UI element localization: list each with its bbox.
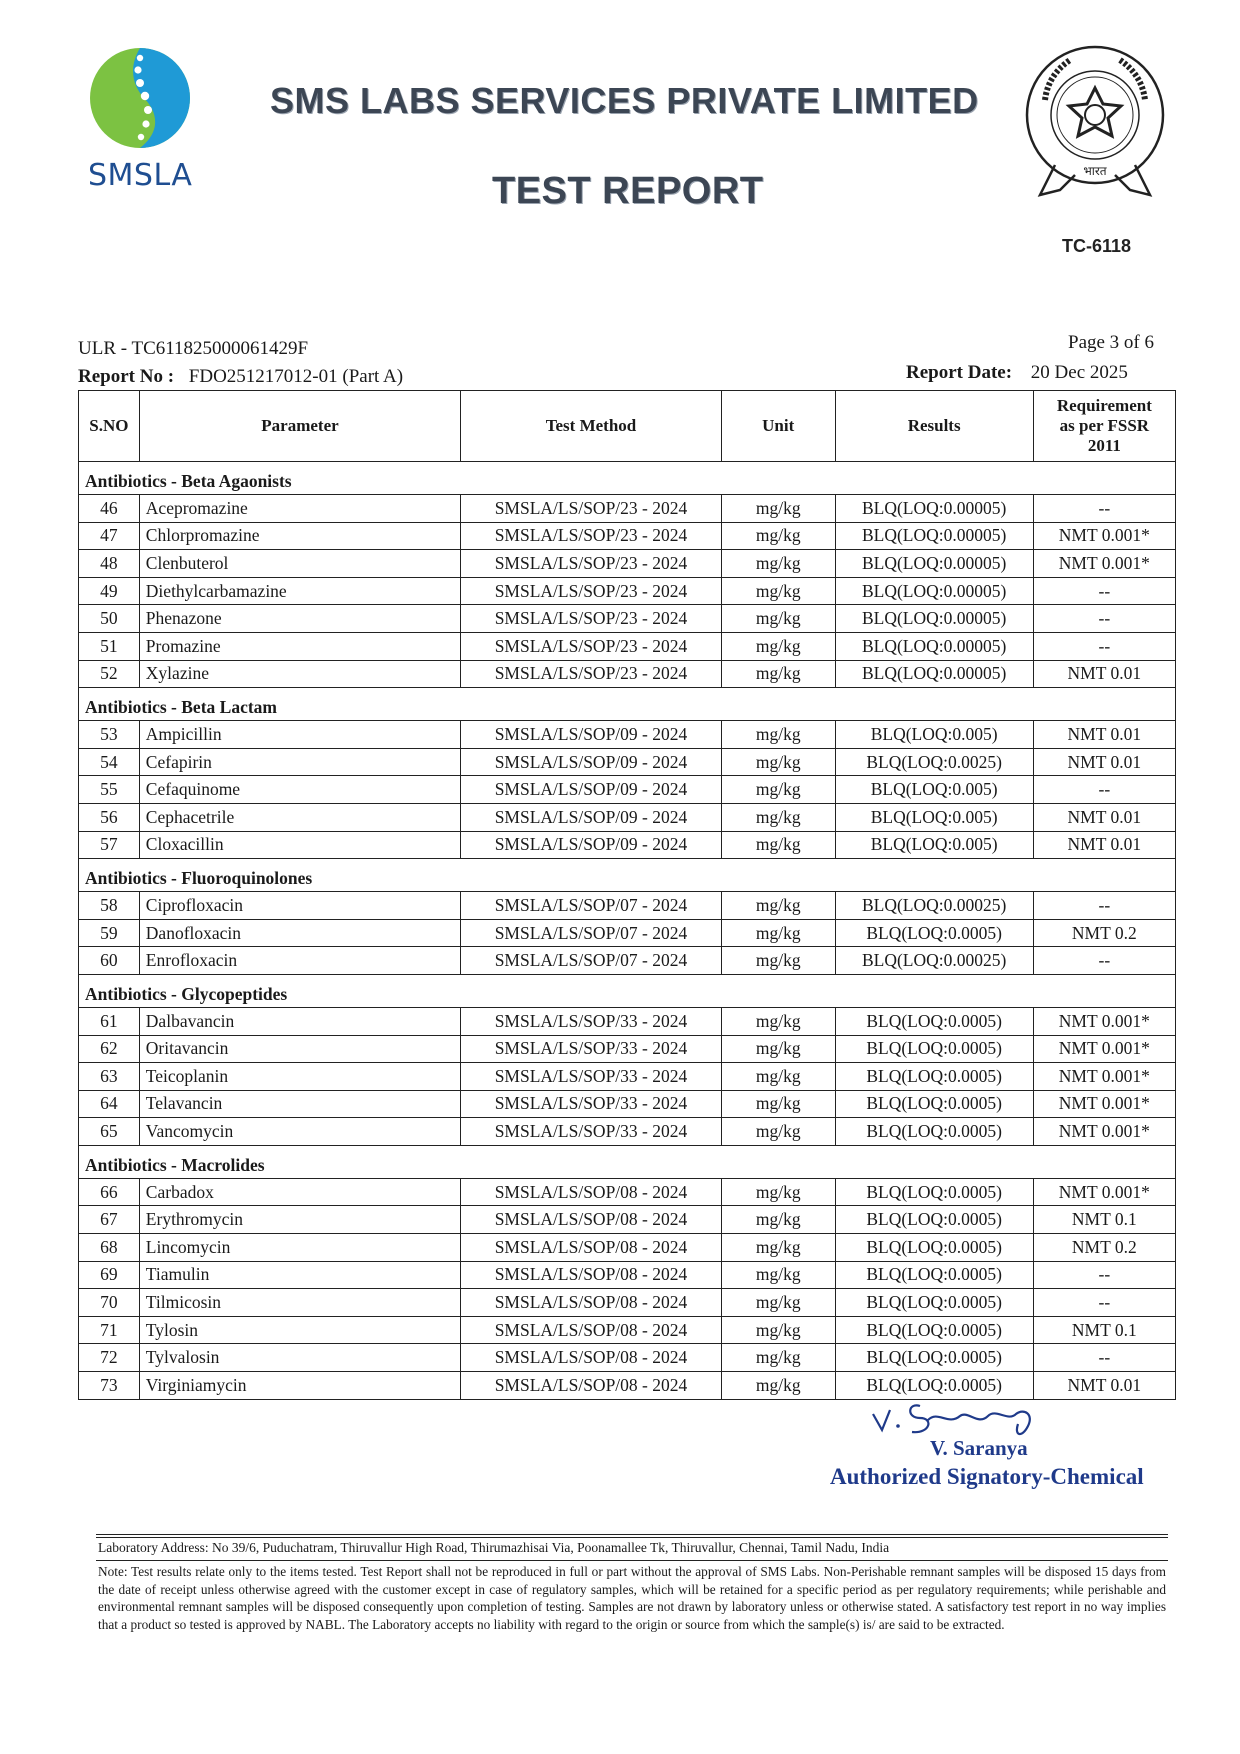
cell-requirement: NMT 0.001*	[1033, 1090, 1175, 1118]
cell-result: BLQ(LOQ:0.00025)	[835, 947, 1033, 975]
cell-sno: 55	[79, 776, 140, 804]
cell-parameter: Oritavancin	[139, 1035, 460, 1063]
cell-test-method: SMSLA/LS/SOP/23 - 2024	[461, 632, 722, 660]
company-name: SMS LABS SERVICES PRIVATE LIMITED	[270, 80, 979, 121]
cell-result: BLQ(LOQ:0.00005)	[835, 605, 1033, 633]
cell-unit: mg/kg	[721, 1007, 835, 1035]
nabl-accreditation-seal	[1020, 40, 1170, 220]
cell-test-method: SMSLA/LS/SOP/07 - 2024	[461, 892, 722, 920]
cell-sno: 58	[79, 892, 140, 920]
cell-requirement: NMT 0.1	[1033, 1206, 1175, 1234]
cell-unit: mg/kg	[721, 947, 835, 975]
cell-sno: 57	[79, 831, 140, 859]
cell-unit: mg/kg	[721, 892, 835, 920]
table-row	[79, 947, 1176, 975]
cell-parameter: Danofloxacin	[139, 919, 460, 947]
section-title: Antibiotics - Beta Agaonists	[79, 462, 1176, 495]
signatory-role: Authorized Signatory-Chemical	[830, 1464, 1144, 1489]
cell-test-method: SMSLA/LS/SOP/07 - 2024	[461, 919, 722, 947]
table-row	[79, 660, 1176, 688]
cell-requirement: --	[1033, 1289, 1175, 1317]
cell-unit: mg/kg	[721, 1289, 835, 1317]
address-divider	[96, 1560, 1168, 1561]
cell-result: BLQ(LOQ:0.00025)	[835, 892, 1033, 920]
cell-result: BLQ(LOQ:0.00005)	[835, 522, 1033, 550]
cell-parameter: Telavancin	[139, 1090, 460, 1118]
cell-requirement: NMT 0.001*	[1033, 550, 1175, 578]
cell-unit: mg/kg	[721, 1178, 835, 1206]
cell-test-method: SMSLA/LS/SOP/09 - 2024	[461, 721, 722, 749]
page-number: Page 3 of 6	[1068, 332, 1155, 353]
cell-unit: mg/kg	[721, 1118, 835, 1146]
document-title: TEST REPORT	[492, 170, 764, 212]
table-row	[79, 495, 1176, 523]
cell-unit: mg/kg	[721, 632, 835, 660]
cell-unit: mg/kg	[721, 721, 835, 749]
cell-requirement: --	[1033, 577, 1175, 605]
cell-sno: 68	[79, 1234, 140, 1262]
cell-result: BLQ(LOQ:0.00005)	[835, 660, 1033, 688]
header-requirement-line3: 2011	[1087, 436, 1121, 455]
cell-sno: 63	[79, 1063, 140, 1091]
cell-test-method: SMSLA/LS/SOP/08 - 2024	[461, 1316, 722, 1344]
section-title: Antibiotics - Beta Lactam	[79, 688, 1176, 721]
section-row	[79, 462, 1176, 495]
section-row	[79, 859, 1176, 892]
cell-requirement: NMT 0.001*	[1033, 1035, 1175, 1063]
cell-unit: mg/kg	[721, 495, 835, 523]
cell-sno: 70	[79, 1289, 140, 1317]
cell-sno: 53	[79, 721, 140, 749]
cell-sno: 51	[79, 632, 140, 660]
cell-sno: 72	[79, 1344, 140, 1372]
cell-requirement: NMT 0.2	[1033, 1234, 1175, 1262]
cell-result: BLQ(LOQ:0.0005)	[835, 1234, 1033, 1262]
table-row	[79, 803, 1176, 831]
cell-parameter: Ciprofloxacin	[139, 892, 460, 920]
cell-sno: 71	[79, 1316, 140, 1344]
table-row	[79, 1035, 1176, 1063]
cell-parameter: Phenazone	[139, 605, 460, 633]
cell-result: BLQ(LOQ:0.0005)	[835, 1289, 1033, 1317]
cell-test-method: SMSLA/LS/SOP/23 - 2024	[461, 605, 722, 633]
table-row	[79, 748, 1176, 776]
cell-result: BLQ(LOQ:0.0025)	[835, 748, 1033, 776]
cell-test-method: SMSLA/LS/SOP/23 - 2024	[461, 550, 722, 578]
cell-result: BLQ(LOQ:0.0005)	[835, 1261, 1033, 1289]
cell-sno: 60	[79, 947, 140, 975]
cell-unit: mg/kg	[721, 660, 835, 688]
cell-requirement: NMT 0.01	[1033, 721, 1175, 749]
cell-test-method: SMSLA/LS/SOP/33 - 2024	[461, 1063, 722, 1091]
results-table	[78, 390, 1176, 1400]
footer-note: Note: Test results relate only to the items tested. Test Report shall not be reproduced in full or part without the approval of SMS Labs. Non-Perishable remnant samples will be disposed 15 days from the date of receipt unless otherwise agreed with the customer except in case of regulatory samples, which will be retained for a specific period as per regulatory requirements; while perishable and environmental remnant samples will be disposed consequently upon completion of testing. Samples are not drawn by laboratory unless or otherwise stated. A satisfactory test report in no way implies that a product so tested is approved by NABL. The Laboratory accepts no liability with regard to the origin or source from which the sample(s) is/ are said to be extracted.	[98, 1564, 1166, 1632]
laboratory-address: Laboratory Address: No 39/6, Puduchatram, Thiruvallur High Road, Thirumazhisai Via, Poonamallee Tk, Thiruvallur, Chennai, Tamil Nadu, India	[98, 1540, 890, 1555]
table-row	[79, 1372, 1176, 1400]
table-header-row	[79, 391, 1176, 462]
report-number-row	[78, 366, 403, 388]
cell-result: BLQ(LOQ:0.0005)	[835, 1344, 1033, 1372]
cell-result: BLQ(LOQ:0.0005)	[835, 1007, 1033, 1035]
cell-parameter: Vancomycin	[139, 1118, 460, 1146]
cell-sno: 56	[79, 803, 140, 831]
cell-result: BLQ(LOQ:0.00005)	[835, 550, 1033, 578]
cell-sno: 47	[79, 522, 140, 550]
report-date: 20 Dec 2025	[1030, 362, 1128, 383]
table-row	[79, 1118, 1176, 1146]
cell-unit: mg/kg	[721, 776, 835, 804]
cell-requirement: --	[1033, 892, 1175, 920]
cell-sno: 52	[79, 660, 140, 688]
cell-requirement: NMT 0.001*	[1033, 1063, 1175, 1091]
cell-requirement: --	[1033, 495, 1175, 523]
cell-result: BLQ(LOQ:0.005)	[835, 721, 1033, 749]
cell-requirement: NMT 0.001*	[1033, 1007, 1175, 1035]
section-title: Antibiotics - Macrolides	[79, 1145, 1176, 1178]
section-row	[79, 974, 1176, 1007]
cell-test-method: SMSLA/LS/SOP/23 - 2024	[461, 522, 722, 550]
cell-unit: mg/kg	[721, 919, 835, 947]
section-row	[79, 1145, 1176, 1178]
report-number: FDO251217012-01 (Part A)	[188, 366, 404, 387]
cell-unit: mg/kg	[721, 605, 835, 633]
header-sno: S.NO	[79, 391, 140, 462]
header-requirement	[1033, 391, 1175, 462]
cell-result: BLQ(LOQ:0.0005)	[835, 1118, 1033, 1146]
cell-test-method: SMSLA/LS/SOP/33 - 2024	[461, 1090, 722, 1118]
cell-result: BLQ(LOQ:0.005)	[835, 776, 1033, 804]
cell-requirement: NMT 0.001*	[1033, 1118, 1175, 1146]
cell-sno: 54	[79, 748, 140, 776]
footer-divider	[96, 1534, 1168, 1535]
cell-parameter: Teicoplanin	[139, 1063, 460, 1091]
signatory-name: V. Saranya	[930, 1436, 1028, 1460]
cell-result: BLQ(LOQ:0.005)	[835, 831, 1033, 859]
cell-unit: mg/kg	[721, 1316, 835, 1344]
cell-unit: mg/kg	[721, 1261, 835, 1289]
header-requirement-line1: Requirement	[1056, 396, 1152, 415]
cell-test-method: SMSLA/LS/SOP/23 - 2024	[461, 660, 722, 688]
cell-test-method: SMSLA/LS/SOP/08 - 2024	[461, 1261, 722, 1289]
header-unit: Unit	[721, 391, 835, 462]
cell-result: BLQ(LOQ:0.00005)	[835, 577, 1033, 605]
cell-test-method: SMSLA/LS/SOP/09 - 2024	[461, 803, 722, 831]
header-results: Results	[835, 391, 1033, 462]
cell-test-method: SMSLA/LS/SOP/09 - 2024	[461, 831, 722, 859]
cell-requirement: NMT 0.01	[1033, 1372, 1175, 1400]
cell-test-method: SMSLA/LS/SOP/08 - 2024	[461, 1344, 722, 1372]
cell-parameter: Lincomycin	[139, 1234, 460, 1262]
cell-sno: 64	[79, 1090, 140, 1118]
cell-parameter: Cephacetrile	[139, 803, 460, 831]
cell-test-method: SMSLA/LS/SOP/23 - 2024	[461, 495, 722, 523]
report-date-label: Report Date:	[906, 362, 1013, 383]
cell-result: BLQ(LOQ:0.005)	[835, 803, 1033, 831]
table-row	[79, 1007, 1176, 1035]
cell-sno: 59	[79, 919, 140, 947]
table-row	[79, 1261, 1176, 1289]
table-row	[79, 577, 1176, 605]
cell-parameter: Carbadox	[139, 1178, 460, 1206]
cell-unit: mg/kg	[721, 803, 835, 831]
cell-unit: mg/kg	[721, 1344, 835, 1372]
seal-hindi-text: भारत	[1083, 164, 1107, 178]
cell-unit: mg/kg	[721, 550, 835, 578]
table-row	[79, 919, 1176, 947]
cell-unit: mg/kg	[721, 748, 835, 776]
cell-result: BLQ(LOQ:0.0005)	[835, 1063, 1033, 1091]
table-row	[79, 1234, 1176, 1262]
table-row	[79, 522, 1176, 550]
cell-requirement: NMT 0.01	[1033, 831, 1175, 859]
cell-unit: mg/kg	[721, 1234, 835, 1262]
cell-result: BLQ(LOQ:0.0005)	[835, 1206, 1033, 1234]
table-row	[79, 1316, 1176, 1344]
table-row	[79, 831, 1176, 859]
cell-parameter: Diethylcarbamazine	[139, 577, 460, 605]
table-row	[79, 776, 1176, 804]
cell-parameter: Dalbavancin	[139, 1007, 460, 1035]
report-number-label: Report No :	[78, 366, 175, 387]
cell-test-method: SMSLA/LS/SOP/09 - 2024	[461, 776, 722, 804]
table-row	[79, 605, 1176, 633]
cell-unit: mg/kg	[721, 1035, 835, 1063]
cell-test-method: SMSLA/LS/SOP/09 - 2024	[461, 748, 722, 776]
cell-sno: 69	[79, 1261, 140, 1289]
table-body	[79, 462, 1176, 1400]
cell-unit: mg/kg	[721, 1063, 835, 1091]
cell-requirement: --	[1033, 1344, 1175, 1372]
cell-requirement: NMT 0.01	[1033, 803, 1175, 831]
cell-parameter: Virginiamycin	[139, 1372, 460, 1400]
cell-test-method: SMSLA/LS/SOP/08 - 2024	[461, 1178, 722, 1206]
cell-requirement: --	[1033, 605, 1175, 633]
cell-result: BLQ(LOQ:0.0005)	[835, 1090, 1033, 1118]
cell-parameter: Cefapirin	[139, 748, 460, 776]
cell-parameter: Xylazine	[139, 660, 460, 688]
cell-requirement: NMT 0.001*	[1033, 522, 1175, 550]
cell-unit: mg/kg	[721, 1090, 835, 1118]
cell-requirement: --	[1033, 776, 1175, 804]
cell-parameter: Cloxacillin	[139, 831, 460, 859]
cell-parameter: Acepromazine	[139, 495, 460, 523]
cell-requirement: NMT 0.2	[1033, 919, 1175, 947]
footer-divider-inner	[96, 1537, 1168, 1538]
cell-test-method: SMSLA/LS/SOP/08 - 2024	[461, 1206, 722, 1234]
cell-unit: mg/kg	[721, 577, 835, 605]
cell-parameter: Promazine	[139, 632, 460, 660]
header-test-method: Test Method	[461, 391, 722, 462]
table-row	[79, 1344, 1176, 1372]
table-row	[79, 721, 1176, 749]
cell-sno: 61	[79, 1007, 140, 1035]
cell-sno: 73	[79, 1372, 140, 1400]
accreditation-code: TC-6118	[1062, 236, 1132, 256]
ulr-number: ULR - TC611825000061429F	[78, 338, 309, 359]
cell-parameter: Tilmicosin	[139, 1289, 460, 1317]
table-row	[79, 892, 1176, 920]
cell-requirement: --	[1033, 947, 1175, 975]
table-row	[79, 1090, 1176, 1118]
section-row	[79, 688, 1176, 721]
cell-parameter: Erythromycin	[139, 1206, 460, 1234]
cell-parameter: Cefaquinome	[139, 776, 460, 804]
cell-test-method: SMSLA/LS/SOP/33 - 2024	[461, 1007, 722, 1035]
cell-sno: 48	[79, 550, 140, 578]
cell-requirement: NMT 0.001*	[1033, 1178, 1175, 1206]
cell-test-method: SMSLA/LS/SOP/08 - 2024	[461, 1289, 722, 1317]
table-row	[79, 1289, 1176, 1317]
cell-sno: 49	[79, 577, 140, 605]
section-title: Antibiotics - Glycopeptides	[79, 974, 1176, 1007]
logo-wordmark: SMSLA	[88, 158, 193, 193]
cell-sno: 67	[79, 1206, 140, 1234]
cell-parameter: Tylosin	[139, 1316, 460, 1344]
cell-sno: 62	[79, 1035, 140, 1063]
cell-test-method: SMSLA/LS/SOP/07 - 2024	[461, 947, 722, 975]
cell-requirement: NMT 0.01	[1033, 660, 1175, 688]
cell-sno: 50	[79, 605, 140, 633]
cell-unit: mg/kg	[721, 1206, 835, 1234]
cell-unit: mg/kg	[721, 1372, 835, 1400]
cell-result: BLQ(LOQ:0.00005)	[835, 632, 1033, 660]
cell-result: BLQ(LOQ:0.0005)	[835, 919, 1033, 947]
cell-unit: mg/kg	[721, 522, 835, 550]
cell-requirement: NMT 0.01	[1033, 748, 1175, 776]
cell-sno: 46	[79, 495, 140, 523]
table-row	[79, 632, 1176, 660]
header-parameter: Parameter	[139, 391, 460, 462]
cell-test-method: SMSLA/LS/SOP/33 - 2024	[461, 1035, 722, 1063]
cell-sno: 65	[79, 1118, 140, 1146]
cell-test-method: SMSLA/LS/SOP/08 - 2024	[461, 1372, 722, 1400]
table-row	[79, 1178, 1176, 1206]
cell-test-method: SMSLA/LS/SOP/08 - 2024	[461, 1234, 722, 1262]
report-date-row	[906, 362, 1128, 384]
cell-test-method: SMSLA/LS/SOP/33 - 2024	[461, 1118, 722, 1146]
table-row	[79, 1206, 1176, 1234]
cell-parameter: Chlorpromazine	[139, 522, 460, 550]
header-requirement-line2: as per FSSR	[1059, 416, 1150, 435]
cell-requirement: NMT 0.1	[1033, 1316, 1175, 1344]
cell-sno: 66	[79, 1178, 140, 1206]
cell-requirement: --	[1033, 632, 1175, 660]
table-row	[79, 1063, 1176, 1091]
cell-result: BLQ(LOQ:0.00005)	[835, 495, 1033, 523]
cell-parameter: Tiamulin	[139, 1261, 460, 1289]
cell-parameter: Tylvalosin	[139, 1344, 460, 1372]
section-title: Antibiotics - Fluoroquinolones	[79, 859, 1176, 892]
cell-result: BLQ(LOQ:0.0005)	[835, 1178, 1033, 1206]
cell-unit: mg/kg	[721, 831, 835, 859]
table-row	[79, 550, 1176, 578]
cell-parameter: Ampicillin	[139, 721, 460, 749]
cell-result: BLQ(LOQ:0.0005)	[835, 1316, 1033, 1344]
cell-requirement: --	[1033, 1261, 1175, 1289]
cell-parameter: Clenbuterol	[139, 550, 460, 578]
cell-result: BLQ(LOQ:0.0005)	[835, 1035, 1033, 1063]
cell-test-method: SMSLA/LS/SOP/23 - 2024	[461, 577, 722, 605]
cell-parameter: Enrofloxacin	[139, 947, 460, 975]
cell-result: BLQ(LOQ:0.0005)	[835, 1372, 1033, 1400]
